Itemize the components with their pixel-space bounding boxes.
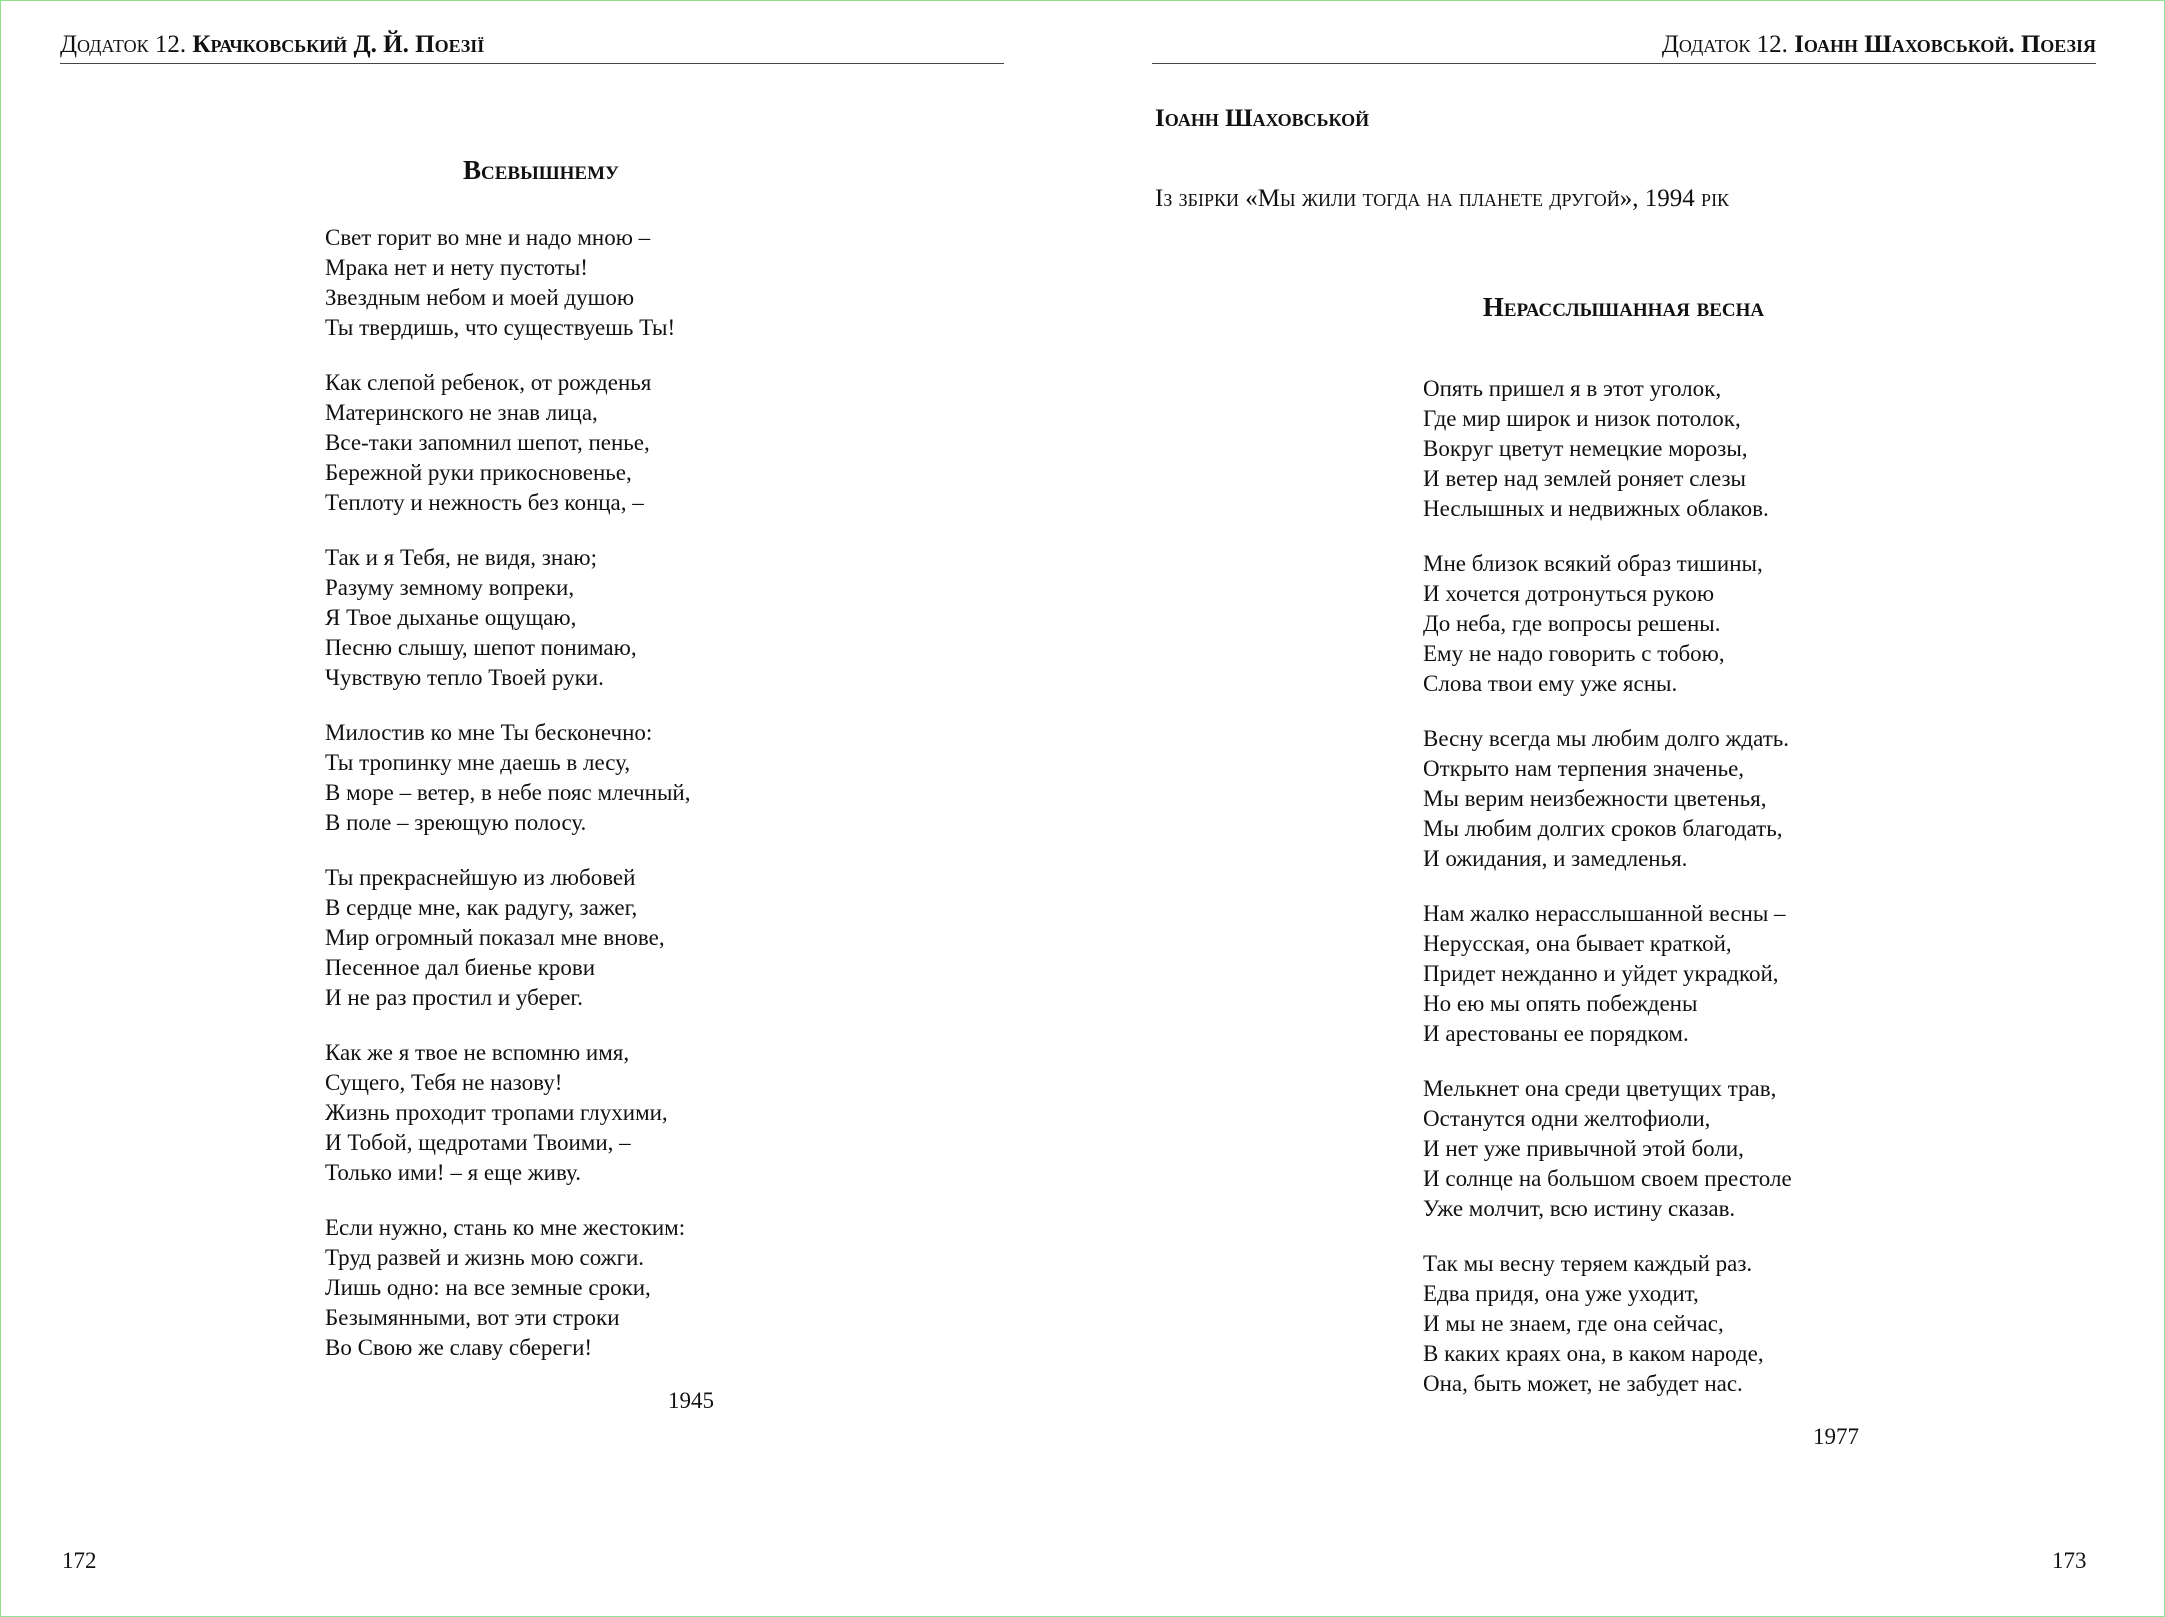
poem-line: Едва придя, она уже уходит, xyxy=(1423,1281,1699,1306)
stanza xyxy=(325,223,691,343)
left-poem-date: 1945 xyxy=(668,1388,714,1413)
stanza xyxy=(325,1213,691,1363)
poem-line: Жизнь проходит тропами глухими, xyxy=(325,1100,668,1125)
poem-line: До неба, где вопросы решены. xyxy=(1423,611,1721,636)
poem-line: Милостив ко мне Ты бесконечно: xyxy=(325,720,653,745)
poem-line: Чувствую тепло Твоей руки. xyxy=(325,665,604,690)
stanza xyxy=(325,1038,691,1188)
left-page xyxy=(0,0,1082,1617)
poem-line: И Тобой, щедротами Твоими, – xyxy=(325,1130,631,1155)
collection-line: Із збірки «Мы жили тогда на планете другой», 1994 рік xyxy=(1155,185,1730,212)
left-poem-title: Всевышнему xyxy=(463,155,619,185)
poem-line: Материнского не знав лица, xyxy=(325,400,598,425)
poem-line: Так и я Тебя, не видя, знаю; xyxy=(325,545,597,570)
poem-line: Разуму земному вопреки, xyxy=(325,575,575,600)
poem-line: Придет нежданно и уйдет украдкой, xyxy=(1423,961,1779,986)
poem-line: И арестованы ее порядком. xyxy=(1423,1021,1689,1046)
poem-line: В поле – зреющую полосу. xyxy=(325,810,587,835)
left-running-head-title: Крачковський Д. Й. Поезії xyxy=(192,31,485,58)
stanza xyxy=(1423,1074,1792,1224)
left-page-number: 172 xyxy=(62,1548,97,1573)
poem-line: Мир огромный показал мне внове, xyxy=(325,925,665,950)
poem-line: И хочется дотронуться рукою xyxy=(1423,581,1715,606)
poem-line: Мы любим долгих сроков благодать, xyxy=(1423,816,1783,841)
poem-line: Где мир широк и низок потолок, xyxy=(1423,406,1741,431)
poem-line: И ветер над землей роняет слезы xyxy=(1423,466,1746,491)
poem-line: Она, быть может, не забудет нас. xyxy=(1423,1371,1743,1396)
poem-line: Труд развей и жизнь мою сожги. xyxy=(325,1245,645,1270)
poem-line: Как слепой ребенок, от рожденья xyxy=(325,370,652,395)
poem-line: Весну всегда мы любим долго ждать. xyxy=(1423,726,1789,751)
stanza xyxy=(325,718,691,838)
poem-line: Звездным небом и моей душою xyxy=(325,285,635,310)
poem-line: И нет уже привычной этой боли, xyxy=(1423,1136,1744,1161)
stanza xyxy=(1423,1249,1792,1399)
poem-line: Теплоту и нежность без конца, – xyxy=(325,490,644,515)
poem-line: Мелькнет она среди цветущих трав, xyxy=(1423,1076,1777,1101)
poem-line: Лишь одно: на все земные сроки, xyxy=(325,1275,651,1300)
stanza xyxy=(1423,899,1792,1049)
right-page-number: 173 xyxy=(2052,1548,2087,1573)
stanza xyxy=(1423,374,1792,524)
poem-line: Песню слышу, шепот понимаю, xyxy=(325,635,637,660)
poem-line: Уже молчит, всю истину сказав. xyxy=(1423,1196,1736,1221)
left-running-head-prefix: Додаток 12. xyxy=(60,31,187,58)
right-poem xyxy=(1423,374,1792,1399)
poem-line: Останутся одни желтофиоли, xyxy=(1423,1106,1711,1131)
poem-line: Ты прекраснейшую из любовей xyxy=(325,865,636,890)
poem-line: Бережной руки прикосновенье, xyxy=(325,460,632,485)
poem-line: В каких краях она, в каком народе, xyxy=(1423,1341,1764,1366)
poem-line: Опять пришел я в этот уголок, xyxy=(1423,376,1722,401)
poem-line: Я Твое дыханье ощущаю, xyxy=(325,605,577,630)
poem-line: Песенное дал биенье крови xyxy=(325,955,596,980)
poem-line: Мы верим неизбежности цветенья, xyxy=(1423,786,1767,811)
poem-line: И мы не знаем, где она сейчас, xyxy=(1423,1311,1724,1336)
right-running-head-title: Іоанн Шаховськой. Поезія xyxy=(1794,31,2096,58)
stanza xyxy=(1423,724,1792,874)
right-page xyxy=(1082,0,2165,1617)
poem-line: Если нужно, стань ко мне жестоким: xyxy=(325,1215,686,1240)
poem-line: Только ими! – я еще живу. xyxy=(325,1160,581,1185)
poem-line: Неслышных и недвижных облаков. xyxy=(1423,496,1769,521)
left-poem xyxy=(325,223,691,1363)
right-running-head xyxy=(1152,30,2096,64)
left-running-head xyxy=(60,30,1004,64)
stanza xyxy=(325,368,691,518)
poem-line: Слова твои ему уже ясны. xyxy=(1423,671,1678,696)
stanza xyxy=(1423,549,1792,699)
poem-line: Как же я твое не вспомню имя, xyxy=(325,1040,630,1065)
poem-line: Ты тропинку мне даешь в лесу, xyxy=(325,750,631,775)
poem-line: Нерусская, она бывает краткой, xyxy=(1423,931,1732,956)
poem-line: Мрака нет и нету пустоты! xyxy=(325,255,588,280)
poem-line: Мне близок всякий образ тишины, xyxy=(1423,551,1763,576)
right-poem-date: 1977 xyxy=(1813,1424,1859,1449)
poem-line: И солнце на большом своем престоле xyxy=(1423,1166,1792,1191)
stanza xyxy=(325,863,691,1013)
poem-line: Нам жалко нерасслышанной весны – xyxy=(1423,901,1786,926)
poem-line: Открыто нам терпения значенье, xyxy=(1423,756,1745,781)
poem-line: Ему не надо говорить с тобою, xyxy=(1423,641,1725,666)
poem-line: Сущего, Тебя не назову! xyxy=(325,1070,563,1095)
right-running-head-prefix: Додаток 12. xyxy=(1661,31,1788,58)
poem-line: В сердце мне, как радугу, зажег, xyxy=(325,895,638,920)
poem-line: Но ею мы опять побеждены xyxy=(1423,991,1698,1016)
poem-line: Во Свою же славу сбереги! xyxy=(325,1335,593,1360)
poem-line: Свет горит во мне и надо мною – xyxy=(325,225,651,250)
poem-line: Безымянными, вот эти строки xyxy=(325,1305,620,1330)
poem-line: Вокруг цветут немецкие морозы, xyxy=(1423,436,1748,461)
poem-line: В море – ветер, в небе пояс млечный, xyxy=(325,780,691,805)
right-poem-title: Нерасслышанная весна xyxy=(1482,292,1765,322)
poem-line: Все-таки запомнил шепот, пенье, xyxy=(325,430,650,455)
poem-line: И не раз простил и уберег. xyxy=(325,985,584,1010)
poem-line: Ты твердишь, что существуешь Ты! xyxy=(325,315,676,340)
poem-line: И ожидания, и замедленья. xyxy=(1423,846,1688,871)
author-name: Іоанн Шаховськой xyxy=(1155,105,1370,132)
poem-line: Так мы весну теряем каждый раз. xyxy=(1423,1251,1753,1276)
stanza xyxy=(325,543,691,693)
